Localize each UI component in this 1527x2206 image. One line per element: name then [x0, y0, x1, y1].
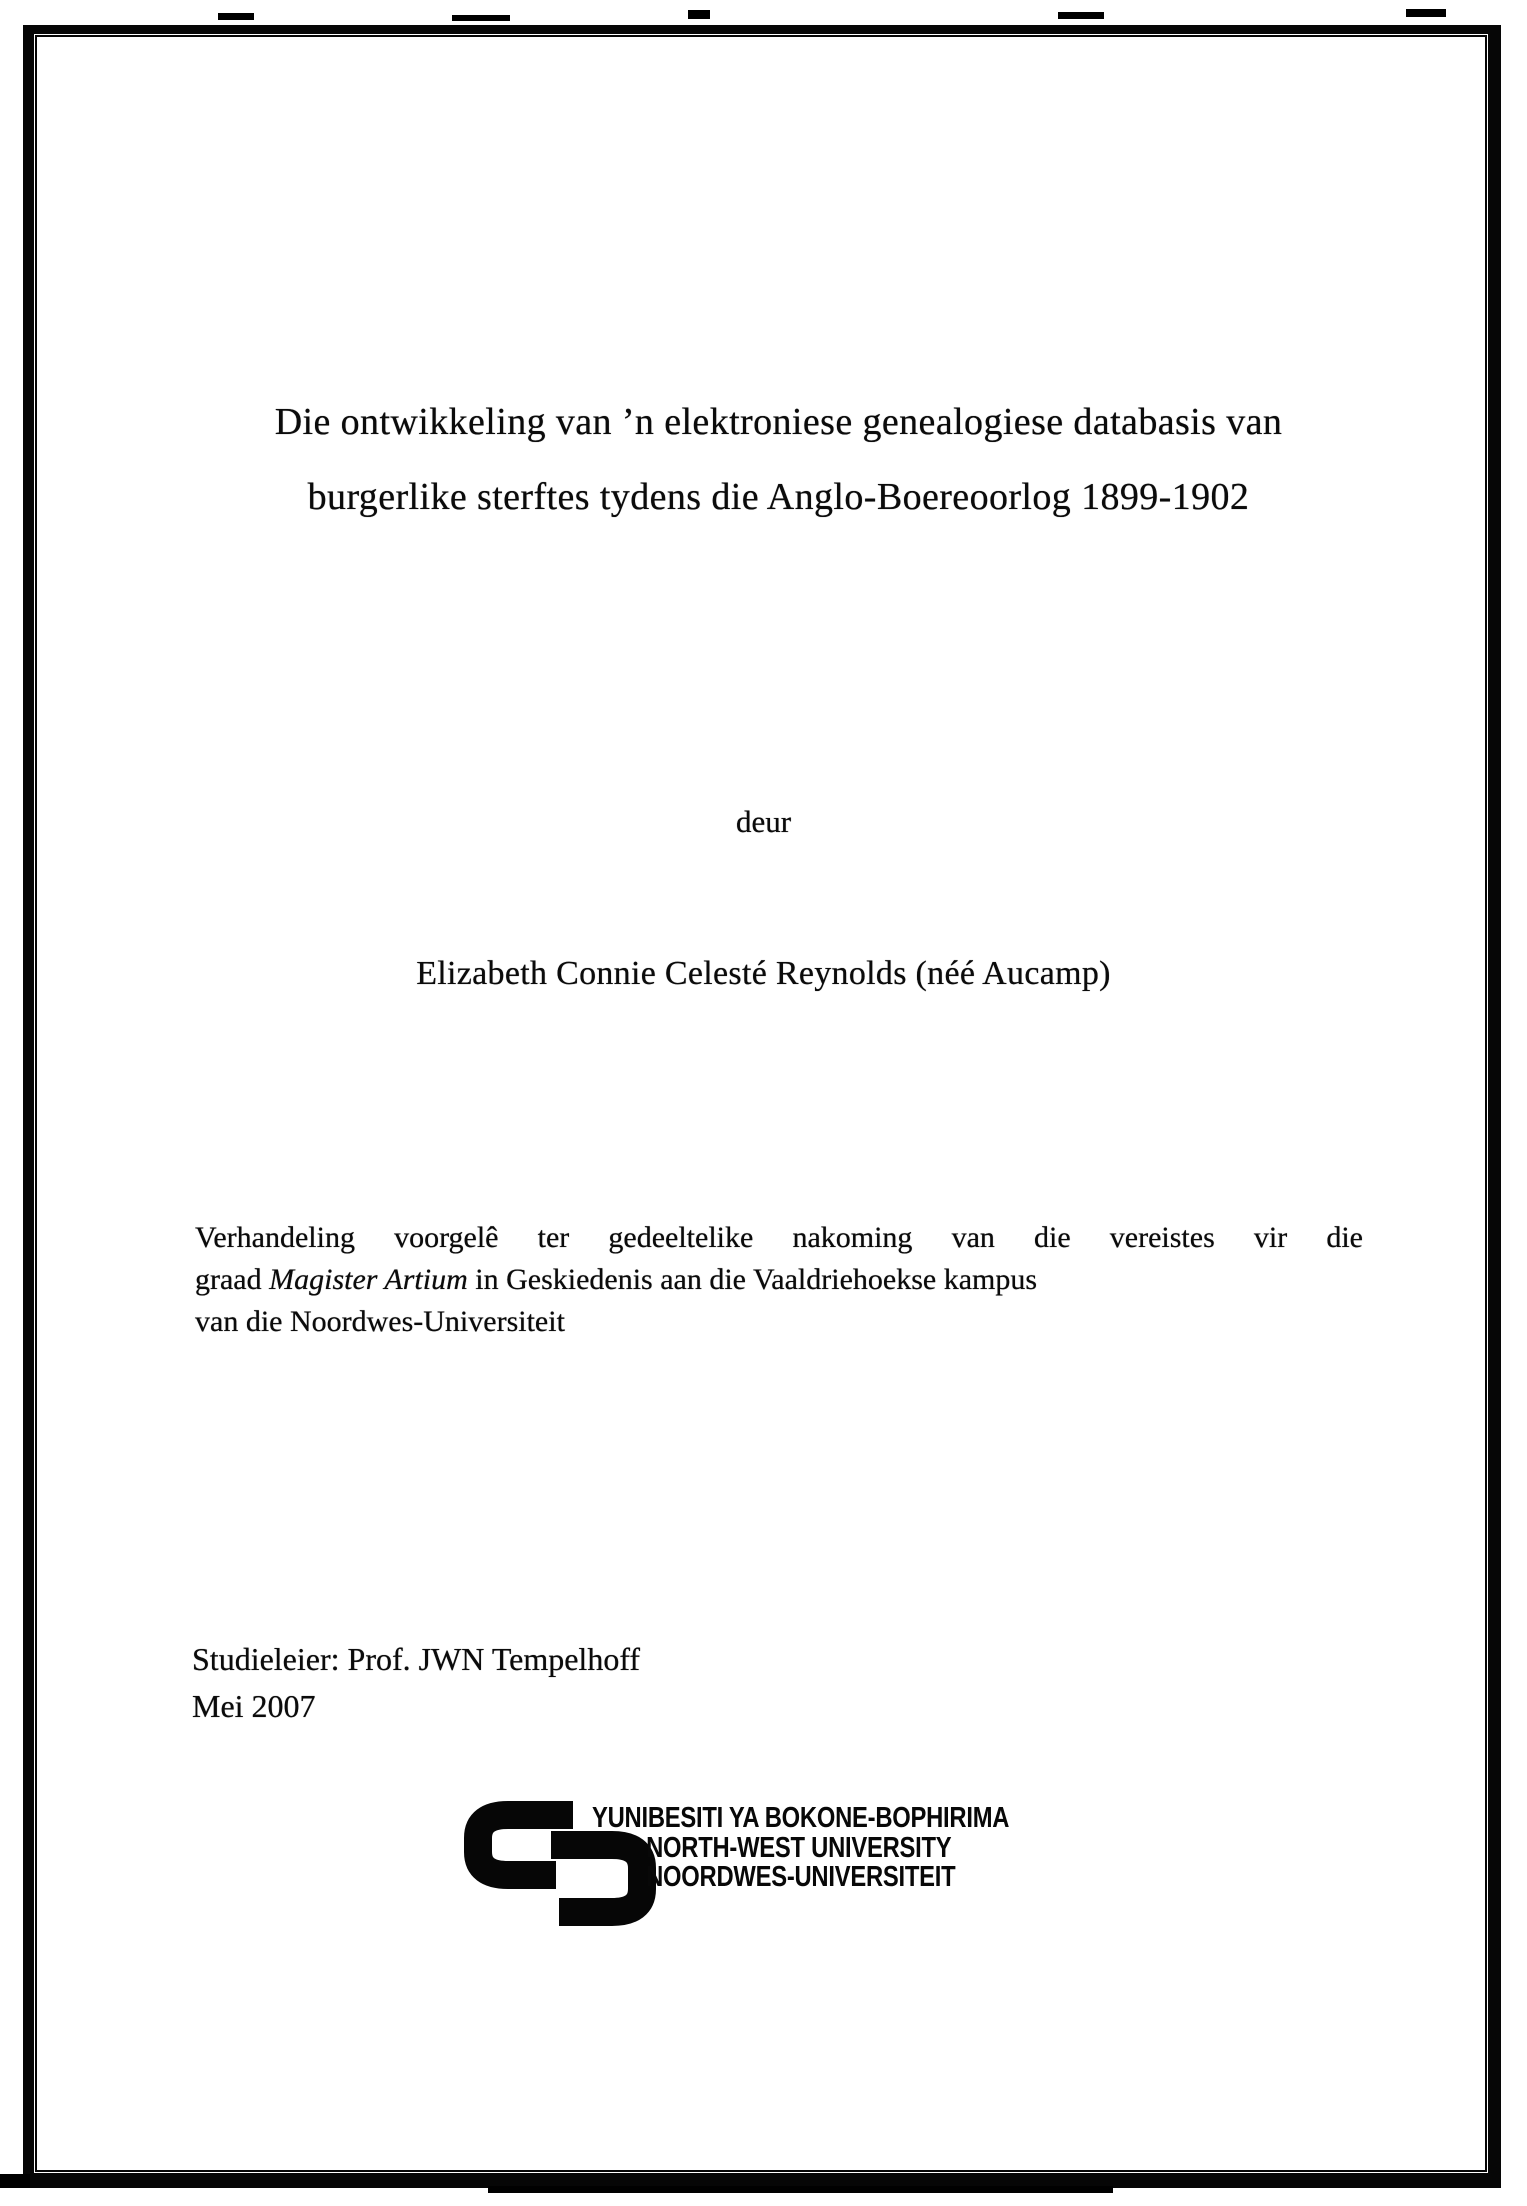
nwu-logo-wordmark — [592, 1804, 1009, 1893]
supervisor-block — [192, 1636, 640, 1730]
thesis-title-line-2: burgerlike sterftes tydens die Anglo-Boereoorlog 1899-1902 — [307, 476, 1250, 518]
degree-statement-line2-pre: graad — [195, 1263, 270, 1296]
scan-artifact — [452, 15, 510, 21]
author-name: Elizabeth Connie Celesté Reynolds (néé Aucamp) — [416, 955, 1111, 992]
scan-artifact — [1058, 12, 1104, 19]
degree-statement — [195, 1217, 1363, 1343]
scan-artifact — [0, 2174, 30, 2188]
degree-statement-line2-post: in Geskiedenis aan die Vaaldriehoekse kampus — [467, 1263, 1038, 1296]
date-line: Mei 2007 — [192, 1688, 316, 1724]
degree-statement-line-2 — [195, 1259, 1363, 1301]
nwu-logo-line-1: YUNIBESITI YA BOKONE-BOPHIRIMA — [592, 1802, 1010, 1834]
degree-statement-line-3: van die Noordwes-Universiteit — [195, 1305, 565, 1338]
nwu-logo-line-3: NOORDWES-UNIVERSITEIT — [646, 1861, 956, 1893]
degree-statement-line-1: Verhandeling voorgelê ter gedeeltelike nakoming van die vereistes vir die — [195, 1221, 1363, 1254]
scan-artifact — [688, 10, 710, 19]
scan-artifact — [1406, 9, 1446, 17]
supervisor-line: Studieleier: Prof. JWN Tempelhoff — [192, 1641, 641, 1677]
degree-title-italic: Magister Artium — [269, 1263, 468, 1296]
byline: deur — [735, 804, 792, 839]
scan-artifact — [218, 13, 254, 20]
thesis-title-line-1: Die ontwikkeling van ’n elektroniese genealogiese databasis van — [274, 401, 1283, 443]
thesis-title — [80, 385, 1477, 535]
scan-artifact — [488, 2186, 1113, 2193]
nwu-logo-line-2: NORTH-WEST UNIVERSITY — [646, 1831, 952, 1864]
